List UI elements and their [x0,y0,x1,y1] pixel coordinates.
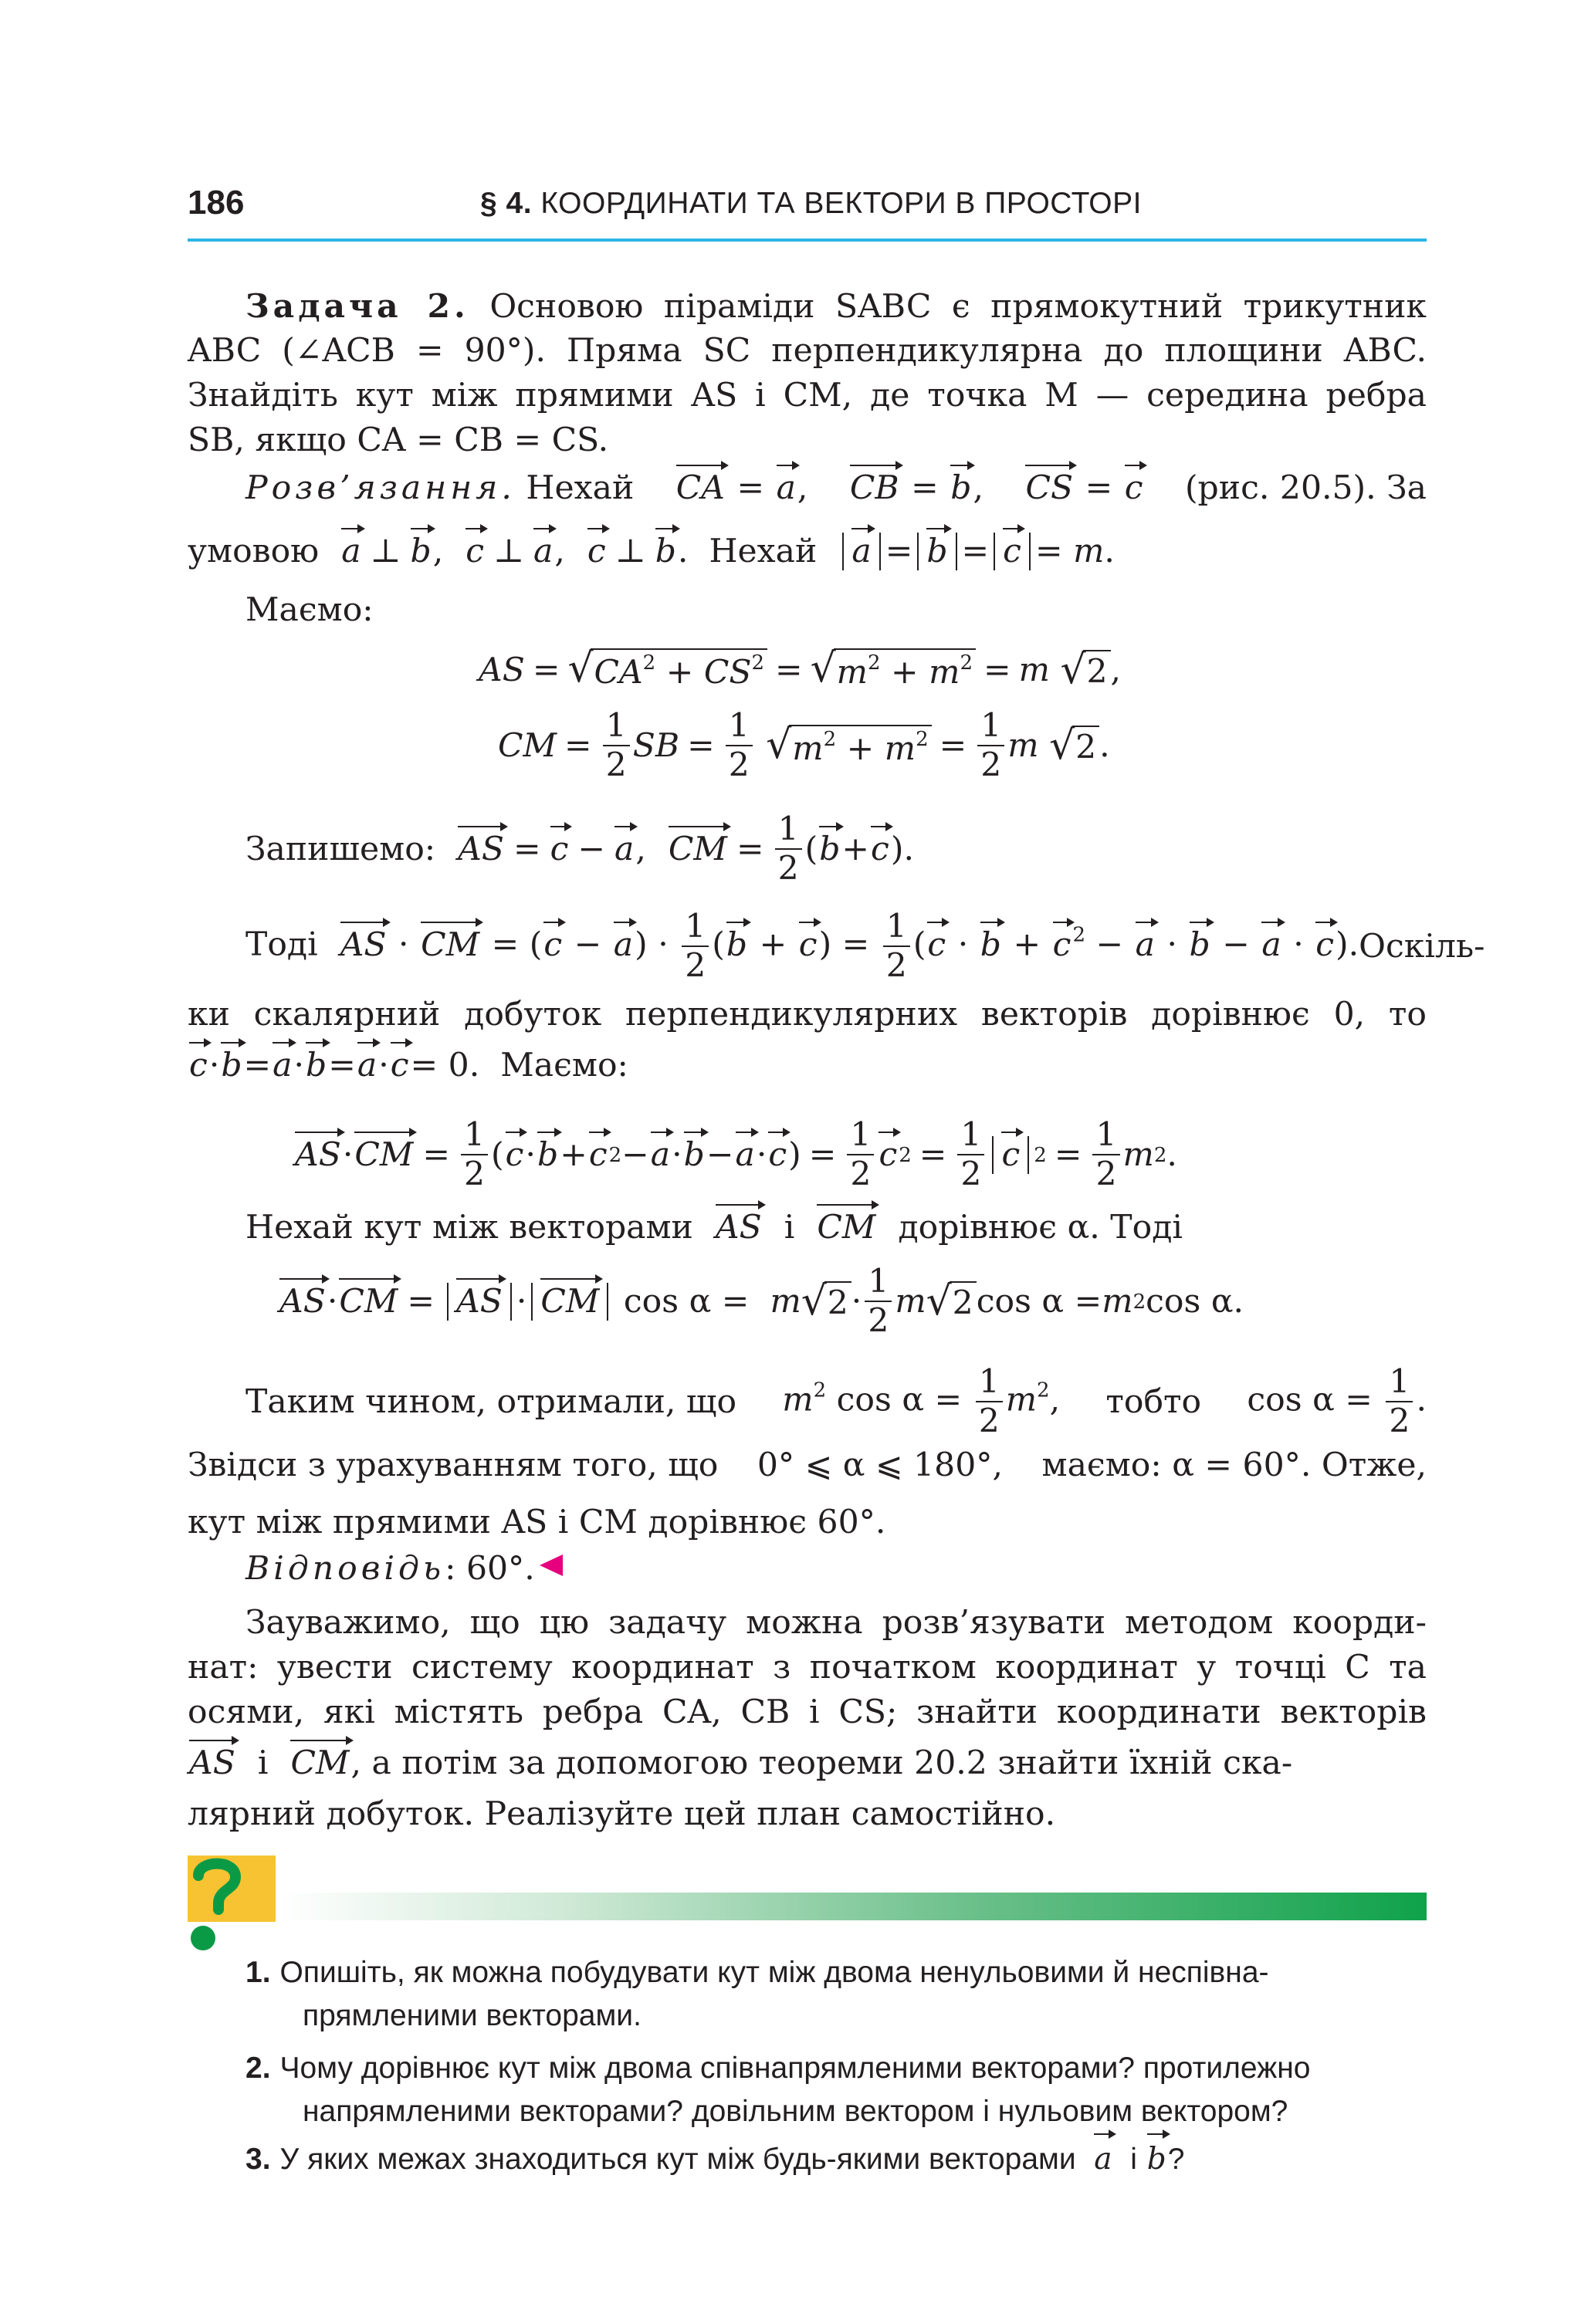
formula-as: AS = √ $CA^2 + CS^2$ = √ $m^2 + m^2$ = m √ 2 , [479,648,1121,692]
question-2-cont: напрямленими векторами? довільним вектором і нульовим вектором? [303,2095,1288,2128]
then-product: Тоді AS · CM = (c − a) · $\frac{1}{2}$ (b + c) = $\frac{1}{2}$ $(c \cdot b + c^2 - a \cdot b - a \cdot c)$. Оскіль- [245,908,1485,985]
final-line: кут між прямими AS і CM дорівнює 60°. [188,1504,886,1541]
question-2: 2. Чому дорівнює кут між двома співнапрямленими векторами? протилежно [245,2052,1311,2085]
answer-value: : 60°. [445,1550,535,1588]
remark-line-2: нат: увести систему координат з початком координат у точці C та [188,1649,1427,1686]
figure-reference: (рис. 20.5). За [1184,469,1427,507]
write-vectors: Запишемо: AS = c − a , CM = $\frac{1}{2}$ ( b + c ). [245,810,914,888]
problem-line-2: ABC (∠ACB = 90°). Пряма SC перпендикулярна до площини ABC. [188,332,1427,370]
remark-line-5: лярний добуток. Реалізуйте цей план самостійно. [188,1795,1056,1833]
answer-label: Відповідь [245,1550,445,1588]
problem-line-3: Знайдіть кут між прямими AS і CM, де точка M — середина ребра [188,377,1427,414]
problem-line-4: SB, якщо CA = CB = CS. [188,421,609,459]
formula-cm: CM = $\frac{1}{2}$ SB = $\frac{1}{2}$ √ $m^2 + m^2$ = $\frac{1}{2}$ m √ 2 . [498,710,1110,782]
remark-line-3: осями, які містять ребра CA, CB і CS; знайти координати векторів [188,1693,1427,1731]
problem-label: Задача 2. [245,287,469,326]
section-mark: § 4. [480,187,533,220]
remark-line-1: Зауважимо, що цю задачу можна розв’язувати методом коорди- [245,1604,1427,1642]
angle-line: Нехай кут між векторами AS і CM дорівнює α. Тоді [245,1209,1183,1247]
have-label: Маємо: [245,591,374,629]
remark-line-4: AS і CM , а потім за допомогою теореми 20.2 знайти їхній ска- [189,1744,1293,1782]
question-mark-icon [188,1855,276,1922]
solution-label: Розв’язання. [245,469,516,507]
section-title: КООРДИНАТИ ТА ВЕКТОРИ В ПРОСТОРІ [540,187,1142,220]
zero-products: c · b = a · b = a · c = 0. Маємо: [189,1047,628,1084]
running-head [480,187,1142,221]
header-rule [188,238,1427,242]
answer-line [245,1547,1427,1592]
questions-gradient-bar [279,1893,1427,1920]
hence-line: Звідси з урахуванням того, що 0° ⩽ α ⩽ 180°, маємо: α = 60°. Отже, [188,1446,1427,1484]
solution-intro: Розв’язання. Нехай CA = a, CB = b, CS = c (рис. 20.5). За [245,469,1427,507]
formula-cos: AS · CM = AS · CM cos α = m √ 2 · $\frac{1}{2}$ m √ 2 cos α = m 2 cos α. [278,1266,1244,1338]
question-dot-icon [191,1926,215,1950]
end-of-solution-marker [540,1554,563,1576]
question-1-cont: прямленими векторами. [303,1999,642,2032]
solution-conditions: умовою a ⊥ b , c ⊥ a , c ⊥ b . Нехай a = b = c = m . [188,533,1115,570]
page-number: 186 [188,184,245,222]
question-1: 1. Опишіть, як можна побудувати кут між двома ненульовими й неспівна- [245,1956,1269,1989]
scalar-line: ки скалярний добуток перпендикулярних векторів дорівнює 0, то [188,996,1427,1033]
thus-line: Таким чином, отримали, що $m^2$ cos α = $\frac{1}{2}$ $m^2$, тобто cos α = $\frac{1}{2}$ . [245,1363,1427,1440]
problem-line-1: Задача 2. Основою піраміди SABC є прямокутний трикутник [245,287,1427,326]
formula-product: AS · CM = $\frac{1}{2}$ ( c · b + c 2 − a · b − a · c ) = $\frac{1}{2}$ c 2 = $\frac{1}{2}$ c 2 = $\frac{1}{2}$ m 2 . [295,1116,1177,1193]
question-3: 3. У яких межах знаходиться кут між будь-якими векторами a і b? [245,2138,1184,2181]
